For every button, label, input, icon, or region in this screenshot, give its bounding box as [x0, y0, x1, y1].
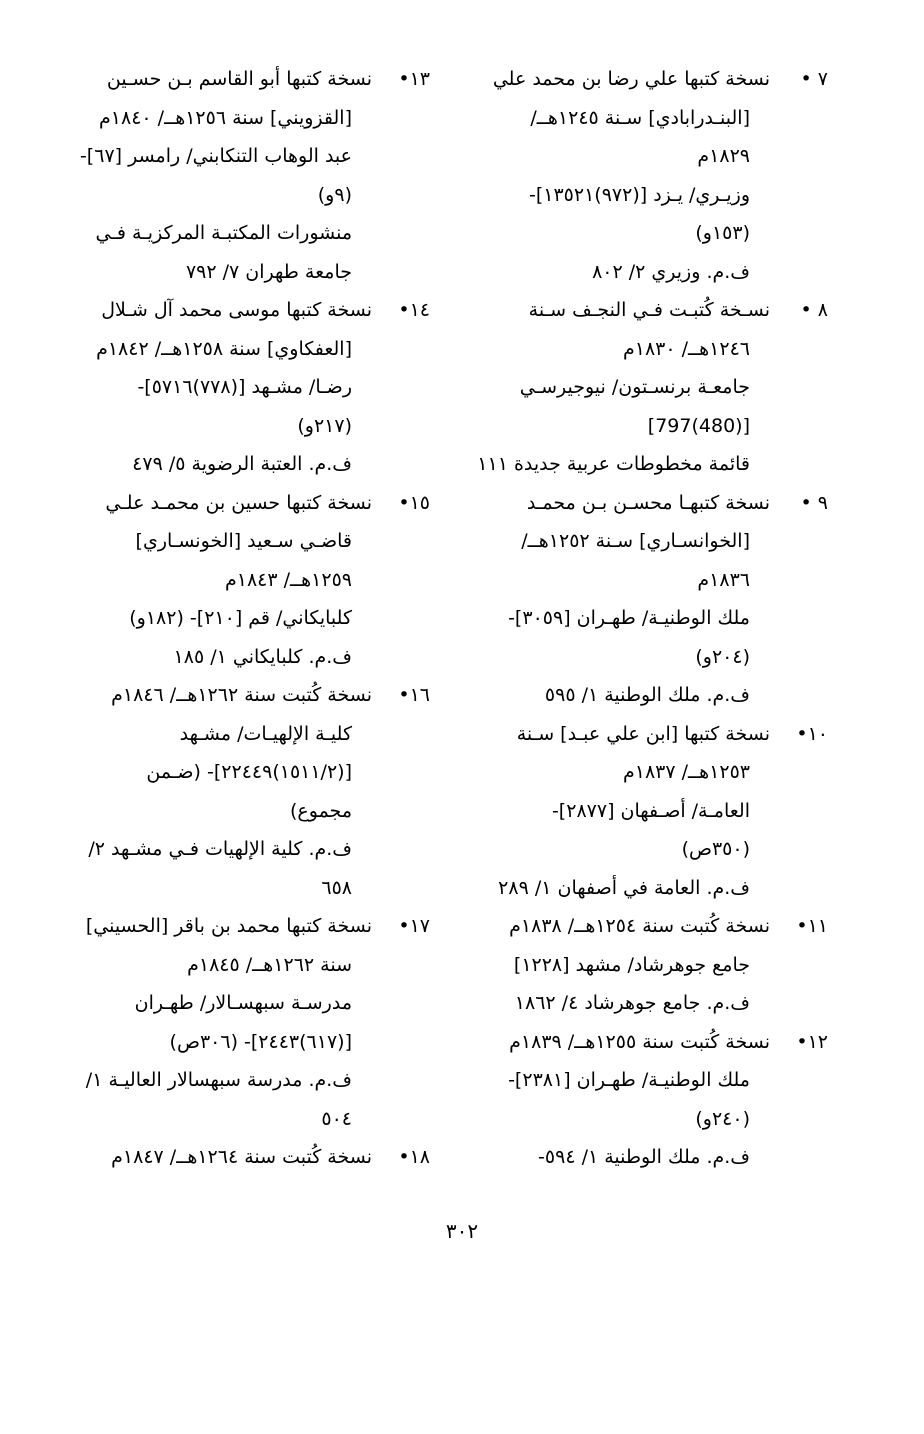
entry-detail-line: [العفكاوي] سنة ١٢٥٨هــ/ ١٨٤٢م — [96, 337, 352, 360]
entry-detail-line: ف.م. مدرسة سبهسالار العاليـة ١/ — [85, 1069, 352, 1091]
entry-number: ١٠• — [796, 722, 828, 745]
manuscript-entry — [468, 60, 828, 291]
left-column — [78, 60, 430, 1177]
entry-heading-line: نسـخة كُتبـت فـي النجـف سـنة — [528, 299, 770, 321]
entry-detail-line: ٥٠٤ — [321, 1107, 352, 1130]
entry-detail-line: ف.م. ملك الوطنية ١/ ٥٩٥ — [544, 684, 750, 706]
entry-detail-line: العامـة/ أصـفهان [٢٨٧٧]- — [551, 799, 750, 822]
manuscript-entry — [78, 676, 430, 907]
manuscript-entry — [78, 1138, 430, 1177]
entry-detail-line: وزيـري/ يـزد [(٩٧٢)١٣٥٢١]- — [528, 183, 750, 206]
entry-detail-line: [الخوانسـاري] سـنة ١٢٥٢هــ/ — [521, 530, 750, 552]
entry-detail-line: (٢٠٤و) — [695, 645, 750, 668]
entry-detail-line: ١٢٤٦هــ/ ١٨٣٠م — [622, 337, 750, 360]
entry-detail-line: ١٨٢٩م — [697, 145, 750, 167]
manuscript-entry — [468, 1023, 828, 1177]
entry-detail-line: منشورات المكتبـة المركزيـة فـي — [95, 222, 352, 244]
page-number: ٣٠٢ — [445, 1219, 479, 1243]
entry-heading-line: نسخة كتبهـا محسـن بـن محمـد — [526, 491, 770, 514]
manuscript-entry — [468, 907, 828, 1023]
manuscript-entry — [468, 291, 828, 484]
entry-detail-line: ١٢٥٣هــ/ ١٨٣٧م — [622, 761, 750, 783]
entry-detail-line: جامعة طهران ٧/ ٧٩٢ — [185, 260, 352, 283]
entry-heading-line: نسخة كتبها أبو القاسم بـن حسـين — [106, 68, 372, 90]
entry-detail-line: ف.م. وزيري ٢/ ٨٠٢ — [592, 260, 750, 283]
entry-detail-line: ف.م. جامع جوهرشاد ٤/ ١٨٦٢ — [514, 992, 750, 1014]
right-column — [468, 60, 828, 1177]
entry-number: ١٨• — [398, 1146, 430, 1168]
entry-heading-line: نسخة كتبها موسى محمد آل شـلال — [101, 299, 372, 321]
entry-detail-line: جامع جوهرشاد/ مشهد [١٢٢٨] — [513, 953, 750, 976]
entry-detail-line: قائمة مخطوطات عربية جديدة ١١١ — [477, 453, 750, 475]
entry-detail-line: (٩و) — [317, 183, 352, 206]
entry-detail-line: ٦٥٨ — [321, 876, 352, 899]
manuscript-entry — [468, 484, 828, 715]
entry-detail-line: (١٥٣و) — [695, 222, 750, 244]
entry-number: ١٢• — [796, 1030, 828, 1053]
entry-detail-line: كلبايكاني/ قم [٢١٠]- (١٨٢و) — [129, 607, 352, 629]
manuscript-entry — [468, 715, 828, 908]
entry-detail-line: رضـا/ مشـهد [(٧٧٨)٥٧١٦]- — [137, 376, 352, 398]
entry-number: ١٦• — [398, 684, 430, 706]
entry-heading-line: نسخة كُتبت سنة ١٢٦٢هــ/ ١٨٤٦م — [111, 684, 372, 706]
entry-detail-line: عبد الوهاب التنكابني/ رامسر [٦٧]- — [79, 145, 352, 167]
entry-heading-line: نسخة كُتبت سنة ١٢٥٤هــ/ ١٨٣٨م — [509, 915, 770, 937]
entry-number: ١٤• — [398, 299, 430, 321]
entry-detail-line: [(١٥١١/٢)٢٢٤٤٩]- (ضـمن — [146, 761, 352, 783]
entry-number: ١٣• — [398, 68, 430, 90]
entry-heading-line: نسخة كتبها حسين بن محمـد علـي — [105, 491, 372, 514]
entry-heading-line: نسخة كتبها [ابن علي عبـد] سـنة — [516, 722, 770, 745]
entry-detail-line: جامعـة برنسـتون/ نيوجيرسـي — [519, 376, 750, 398]
manuscript-entry — [78, 291, 430, 484]
entry-heading-line: نسخة كُتبت سنة ١٢٦٤هــ/ ١٨٤٧م — [111, 1146, 372, 1168]
entry-detail-line: [القزويني] سنة ١٢٥٦هــ/ ١٨٤٠م — [99, 106, 352, 129]
manuscript-entry — [78, 60, 430, 291]
entry-number: ١١• — [796, 915, 828, 937]
entry-number: ٩ • — [800, 491, 828, 514]
entry-detail-line: ملك الوطنيـة/ طهـران [٣٠٥٩]- — [508, 607, 750, 629]
entry-detail-line: ١٨٣٦م — [697, 568, 750, 591]
entry-number: ١٧• — [398, 915, 430, 937]
entry-detail-line: ف.م. ملك الوطنية ١/ ٥٩٤- — [538, 1146, 750, 1168]
entry-number: ١٥• — [398, 491, 430, 514]
entry-detail-line: [(٦١٧)٢٤٤٣]- (٣٠٦ص) — [169, 1030, 352, 1053]
entry-detail-line: ملك الوطنيـة/ طهـران [٢٣٨١]- — [508, 1069, 750, 1091]
entry-detail-line: [(480)797] — [647, 414, 750, 437]
entry-heading-line: نسخة كُتبت سنة ١٢٥٥هــ/ ١٨٣٩م — [509, 1030, 770, 1053]
entry-detail-line: مدرسـة سبهسـالار/ طهـران — [134, 992, 352, 1014]
entry-detail-line: (٢٤٠و) — [695, 1107, 750, 1130]
entry-number: ٧ • — [800, 68, 828, 90]
entry-heading-line: نسخة كتبها علي رضا بن محمد علي — [492, 68, 770, 90]
entry-detail-line: [البنـدرابادي] سـنة ١٢٤٥هــ/ — [530, 106, 750, 129]
entry-detail-line: ف.م. كلية الإلهيات فـي مشـهد ٢/ — [88, 838, 352, 860]
entry-detail-line: مجموع) — [290, 799, 352, 822]
entry-number: ٨ • — [800, 299, 828, 321]
entry-detail-line: ف.م. كلبايكاني ١/ ١٨٥ — [173, 645, 352, 668]
manuscript-entry — [78, 907, 430, 1138]
entry-detail-line: ف.م. العتبة الرضوية ٥/ ٤٧٩ — [132, 453, 352, 475]
entry-detail-line: (٣٥٠ص) — [681, 838, 750, 860]
entry-detail-line: ١٢٥٩هــ/ ١٨٤٣م — [224, 568, 352, 591]
manuscript-entry — [78, 484, 430, 677]
entry-detail-line: سنة ١٢٦٢هــ/ ١٨٤٥م — [187, 953, 352, 976]
entry-detail-line: قاضـي سـعيد [الخونسـاري] — [135, 530, 352, 552]
entry-detail-line: كليـة الإلهيـات/ مشـهد — [179, 722, 352, 745]
entry-heading-line: نسخة كتبها محمد بن باقر [الحسيني] — [85, 915, 372, 937]
entry-detail-line: ف.م. العامة في أصفهان ١/ ٢٨٩ — [498, 876, 750, 899]
entry-detail-line: (٢١٧و) — [297, 414, 352, 437]
